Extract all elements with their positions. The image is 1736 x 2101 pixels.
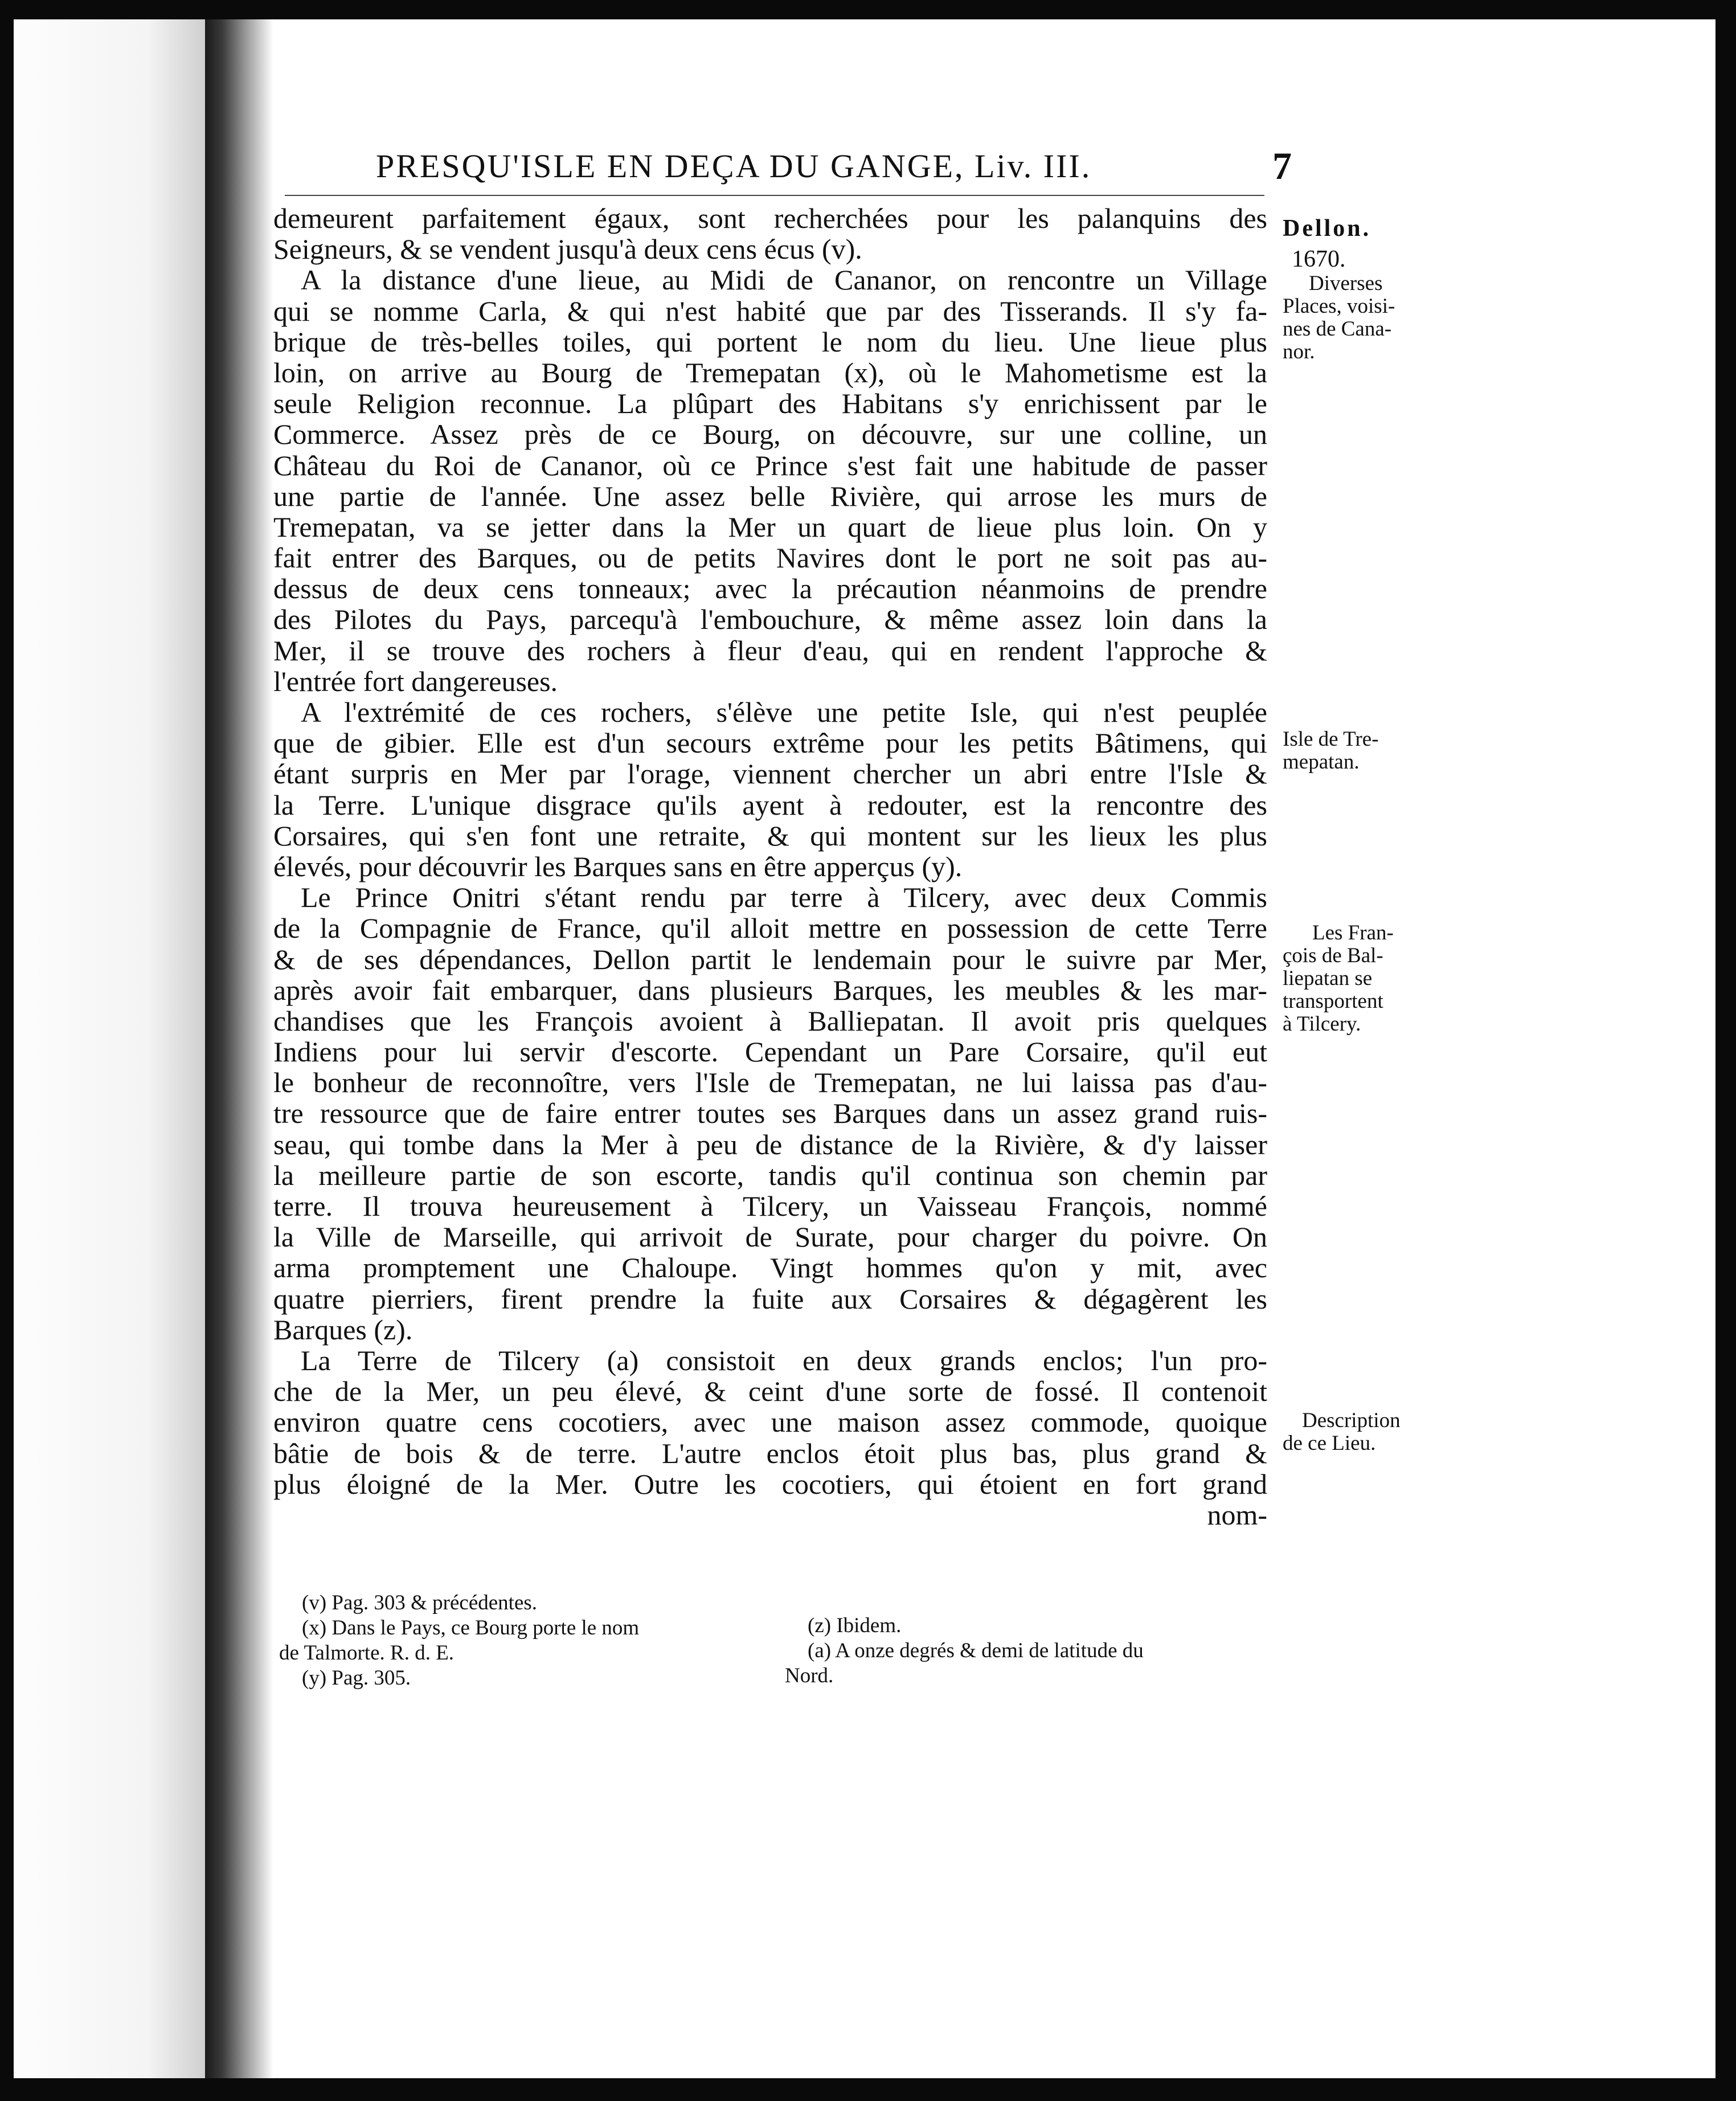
text-line: qui se nomme Carla, & qui n'est habité que par des Tisserands. Il s'y fa-: [273, 295, 1267, 327]
text-line: Commerce. Assez près de ce Bourg, on découvre, sur une colline, un: [273, 418, 1267, 451]
margin-note-line: mepatan.: [1283, 750, 1360, 774]
margin-note-isle-tremepatan: [1283, 728, 1425, 774]
text-line: tre ressource que de faire entrer toutes ses Barques dans un assez grand ruis-: [273, 1097, 1267, 1130]
margin-note-description: [1283, 1409, 1425, 1455]
margin-note-line: Dellon.: [1283, 215, 1371, 242]
text-line: Indiens pour lui servir d'escorte. Cependant un Pare Corsaire, qu'il eut: [273, 1036, 1267, 1068]
text-line: plus éloigné de la Mer. Outre les cocotiers, qui étoient en fort grand: [273, 1468, 1267, 1500]
scan-border-bottom: [0, 2078, 1736, 2101]
footnote: de Talmorte. R. d. E.: [279, 1641, 455, 1665]
text-line: A l'extrémité de ces rochers, s'élève une petite Isle, qui n'est peuplée: [301, 696, 1267, 728]
text-line: Le Prince Onitri s'étant rendu par terre à Tilcery, avec deux Commis: [301, 881, 1267, 914]
text-line: nom-: [1207, 1498, 1267, 1531]
text-line: terre. Il trouva heureusement à Tilcery, un Vaisseau François, nommé: [273, 1190, 1267, 1222]
text-line: Tremepatan, va se jetter dans la Mer un quart de lieue plus loin. On y: [273, 510, 1267, 543]
footnotes-right: [785, 1613, 1275, 1689]
text-line: seau, qui tombe dans la Mer à peu de distance de la Rivière, & d'y laisser: [273, 1128, 1267, 1160]
footnote: Nord.: [785, 1664, 834, 1687]
margin-note-line: liepatan se: [1283, 967, 1373, 990]
scan-border-left: [0, 0, 14, 2101]
text-line: que de gibier. Elle est d'un secours extrême pour les petits Bâtimens, qui: [273, 727, 1267, 759]
margin-note-line: 1670.: [1292, 246, 1346, 272]
text-line: fait entrer des Barques, ou de petits Navires dont le port ne soit pas au-: [273, 542, 1267, 574]
margin-note-line: nes de Cana-: [1283, 317, 1392, 341]
text-line: dessus de deux cens tonneaux; avec la précaution néanmoins de prendre: [273, 573, 1267, 605]
footnote: (v) Pag. 303 & précédentes.: [302, 1591, 538, 1614]
text-line: demeurent parfaitement égaux, sont recherchées pour les palanquins des: [273, 202, 1267, 234]
margin-note-francois-balliepatan: [1283, 922, 1425, 1036]
text-line: A la distance d'une lieue, au Midi de Cananor, on rencontre un Village: [301, 264, 1267, 296]
text-line: che de la Mer, un peu élevé, & ceint d'une sorte de fossé. Il contenoit: [273, 1375, 1267, 1408]
footnote: (a) A onze degrés & demi de latitude du: [808, 1639, 1144, 1662]
margin-note-line: Isle de Tre-: [1283, 727, 1379, 751]
footnote: (x) Dans le Pays, ce Bourg porte le nom: [302, 1616, 640, 1640]
text-line: environ quatre cens cocotiers, avec une maison assez commode, quoique: [273, 1406, 1267, 1438]
text-line: seule Religion reconnue. La plûpart des Habitans s'y enrichissent par le: [273, 387, 1267, 420]
margin-note-dellon: [1283, 213, 1425, 275]
footnote: (z) Ibidem.: [808, 1614, 902, 1637]
book-gutter-shadow: [205, 19, 273, 2078]
text-line: la meilleure partie de son escorte, tandis qu'il continua son chemin par: [273, 1159, 1267, 1191]
text-line: Corsaires, qui s'en font une retraite, & qui montent sur les lieux les plus: [273, 819, 1267, 852]
text-line: Mer, il se trouve des rochers à fleur d'eau, qui en rendent l'approche &: [273, 634, 1267, 667]
margin-note-line: Les Fran-: [1312, 921, 1394, 945]
text-line: étant surpris en Mer par l'orage, viennent chercher un abri entre l'Isle &: [273, 758, 1267, 790]
text-line: élevés, pour découvrir les Barques sans en être apperçus (y).: [273, 850, 963, 882]
text-line: quatre pierriers, firent prendre la fuite aux Corsaires & dégagèrent les: [273, 1282, 1267, 1315]
margin-note-line: Description: [1302, 1409, 1401, 1432]
text-line: La Terre de Tilcery (a) consistoit en deux grands enclos; l'un pro-: [301, 1344, 1267, 1376]
text-line: Seigneurs, & se vendent jusqu'à deux cens écus (v).: [273, 233, 862, 265]
text-line: & de ses dépendances, Dellon partit le lendemain pour le suivre par Mer,: [273, 943, 1267, 975]
text-line: le bonheur de reconnoître, vers l'Isle de Tremepatan, ne lui laissa pas d'au-: [273, 1066, 1267, 1099]
text-line: brique de très-belles toiles, qui portent le nom du lieu. Une lieue plus: [273, 325, 1267, 358]
text-line: de la Compagnie de France, qu'il alloit mettre en possession de cette Terre: [273, 912, 1267, 945]
margin-note-line: nor.: [1283, 340, 1315, 363]
text-line: des Pilotes du Pays, parcequ'à l'embouchure, & même assez loin dans la: [273, 603, 1267, 636]
margin-note-line: à Tilcery.: [1283, 1012, 1361, 1036]
text-line: loin, on arrive au Bourg de Tremepatan (x), où le Mahometisme est la: [273, 356, 1267, 389]
running-head: PRESQU'ISLE EN DEÇA DU GANGE, Liv. III.: [376, 148, 1092, 185]
margin-note-line: Places, voisi-: [1283, 295, 1395, 318]
scan-border-top: [0, 0, 1736, 19]
text-line: arma promptement une Chaloupe. Vingt hommes qu'on y mit, avec: [273, 1252, 1267, 1284]
text-line: Barques (z).: [273, 1313, 413, 1346]
previous-page-edge: [14, 19, 205, 2078]
body-text: [273, 203, 1267, 1530]
header-rule: [285, 195, 1264, 196]
margin-note-line: transportent: [1283, 990, 1383, 1013]
margin-note-diverses-places: [1283, 272, 1425, 363]
text-line: Château du Roi de Cananor, où ce Prince s'est fait une habitude de passer: [273, 449, 1267, 481]
text-line: une partie de l'année. Une assez belle Rivière, qui arrose les murs de: [273, 480, 1267, 512]
text-line: la Terre. L'unique disgrace qu'ils ayent à redouter, est la rencontre des: [273, 788, 1267, 821]
page-number: 7: [1272, 144, 1292, 187]
text-line: chandises que les François avoient à Balliepatan. Il avoit pris quelques: [273, 1004, 1267, 1037]
text-line: après avoir fait embarquer, dans plusieurs Barques, les meubles & les mar-: [273, 974, 1267, 1006]
footnote: (y) Pag. 305.: [302, 1666, 411, 1690]
scan-border-right: [1715, 0, 1736, 2101]
text-line: la Ville de Marseille, qui arrivoit de Surate, pour charger du poivre. On: [273, 1221, 1267, 1253]
margin-note-line: de ce Lieu.: [1283, 1432, 1376, 1455]
margin-note-line: çois de Bal-: [1283, 944, 1383, 967]
text-line: l'entrée fort dangereuses.: [273, 665, 558, 697]
footnotes-left: [279, 1591, 769, 1691]
text-line: bâtie de bois & de terre. L'autre enclos étoit plus bas, plus grand &: [273, 1437, 1267, 1469]
margin-note-line: Diverses: [1309, 272, 1383, 295]
